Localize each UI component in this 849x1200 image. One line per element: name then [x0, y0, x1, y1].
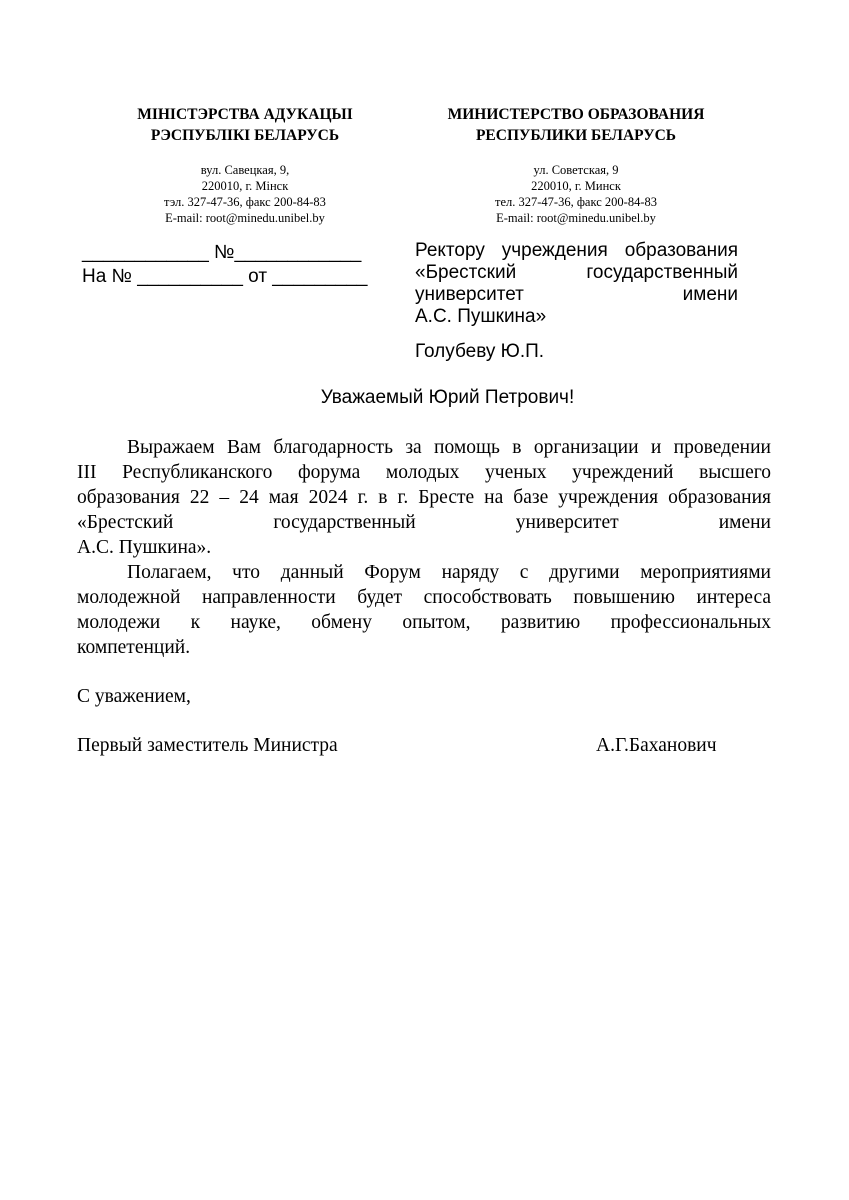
ministry-address-by: [100, 162, 390, 226]
recipient-line-3: университет имени: [415, 284, 738, 305]
recipient-line-2: «Брестский государственный: [415, 262, 738, 283]
signatory-position: Первый заместитель Министра: [77, 735, 338, 756]
address-street-ru: ул. Советская, 9: [533, 163, 619, 177]
recipient-block: [415, 240, 738, 328]
address-email-by: E-mail: root@minedu.unibel.by: [165, 211, 325, 225]
p2-line-1: Полагаем, что данный Форум наряду с другими мероприятиями: [127, 562, 771, 583]
header-russian: [420, 104, 732, 226]
incoming-number-line: На № __________ от _________: [82, 266, 368, 287]
p2-line-4: компетенций.: [77, 637, 191, 658]
header-belarusian: [100, 104, 390, 226]
paragraph-1: [77, 435, 771, 560]
ministry-address-ru: [420, 162, 732, 226]
recipient-line-1: Ректору учреждения образования: [415, 240, 738, 261]
p1-line-3: образования 22 – 24 мая 2024 г. в г. Бресте на базе учреждения образования: [77, 487, 771, 508]
ministry-title-by-line1: МІНІСТЭРСТВА АДУКАЦЫІ: [137, 106, 353, 123]
paragraph-2: [77, 560, 771, 660]
closing: С уважением,: [77, 686, 191, 707]
address-city-by: 220010, г. Мінск: [201, 179, 289, 193]
address-phone-ru: тел. 327-47-36, факс 200-84-83: [495, 195, 657, 209]
recipient-name: Голубеву Ю.П.: [415, 341, 545, 362]
address-email-ru: E-mail: root@minedu.unibel.by: [496, 211, 656, 225]
ministry-title-ru-line1: МИНИСТЕРСТВО ОБРАЗОВАНИЯ: [447, 106, 705, 123]
p1-line-1: Выражаем Вам благодарность за помощь в организации и проведении: [127, 437, 771, 458]
outgoing-number-line: ____________ №____________: [82, 242, 362, 263]
p1-line-5: А.С. Пушкина».: [77, 537, 212, 558]
p1-line-4: «Брестский государственный университет имени: [77, 512, 771, 533]
p2-line-2: молодежной направленности будет способствовать повышению интереса: [77, 587, 771, 608]
p1-line-2: III Республиканского форума молодых ученых учреждений высшего: [77, 462, 771, 483]
greeting: Уважаемый Юрий Петрович!: [320, 387, 575, 408]
signatory-name: А.Г.Баханович: [596, 735, 717, 756]
ministry-title-by-line2: РЭСПУБЛІКІ БЕЛАРУСЬ: [150, 127, 340, 144]
letter-body: [77, 435, 771, 660]
address-city-ru: 220010, г. Минск: [531, 179, 621, 193]
address-phone-by: тэл. 327-47-36, факс 200-84-83: [164, 195, 326, 209]
p2-line-3: молодежи к науке, обмену опытом, развитию профессиональных: [77, 612, 771, 633]
address-street-by: вул. Савецкая, 9,: [200, 163, 290, 177]
reference-fields: [82, 241, 367, 289]
ministry-title-ru-line2: РЕСПУБЛИКИ БЕЛАРУСЬ: [475, 127, 677, 144]
recipient-line-4: А.С. Пушкина»: [415, 306, 547, 327]
